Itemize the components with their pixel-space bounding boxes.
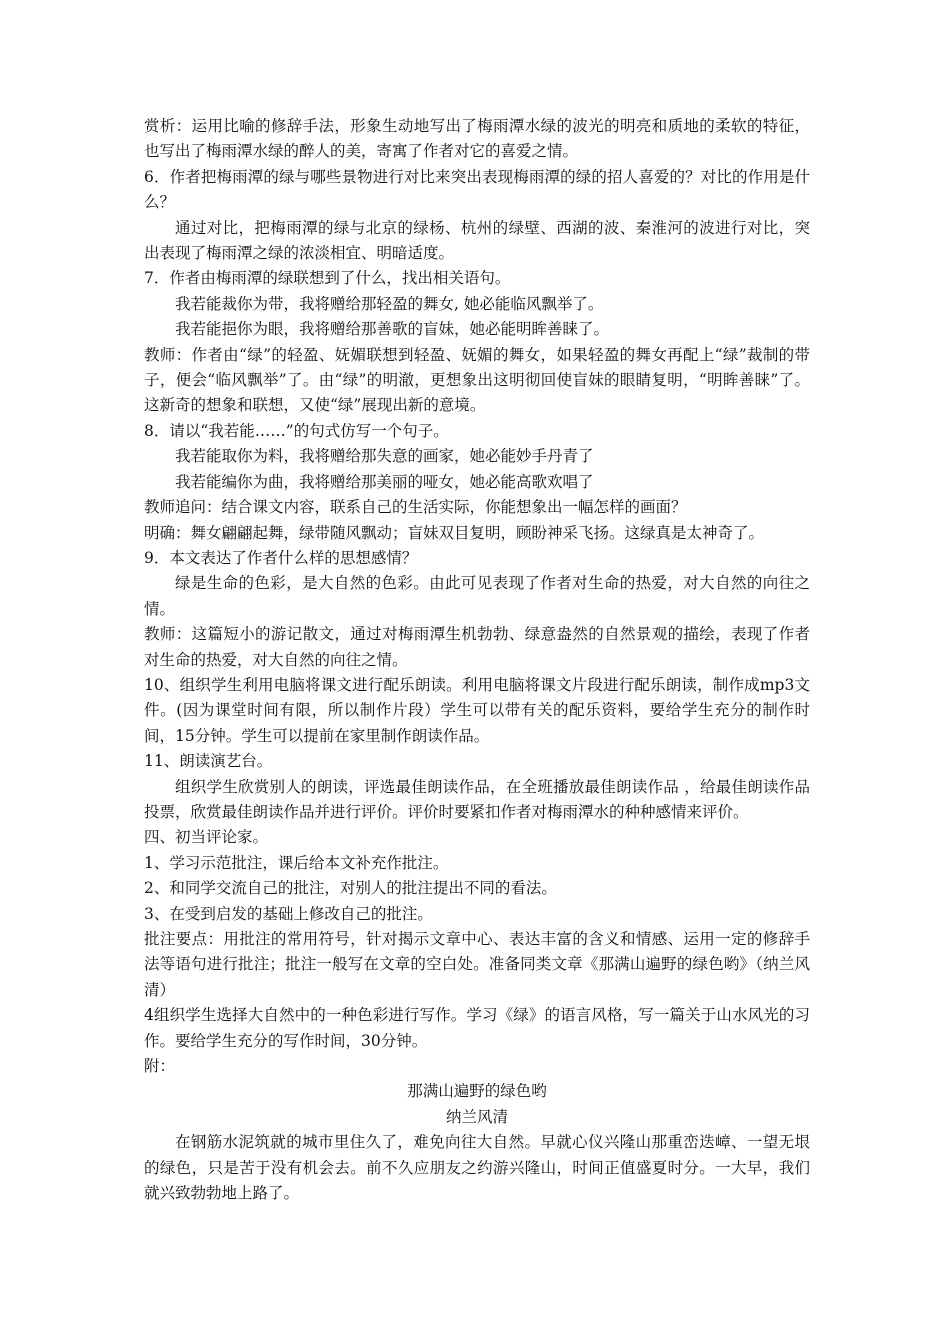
appendix-body: 在钢筋水泥筑就的城市里住久了，难免向往大自然。早就心仪兴隆山那重峦迭嶂、一望无垠的绿色，只是苦于没有机会去。前不久应朋友之约游兴隆山，时间正值盛夏时分。一大早，我们就兴致勃勃地上路了。 <box>144 1133 810 1203</box>
section-four-item-2: 2、和同学交流自己的批注，对别人的批注提出不同的看法。 <box>144 879 557 898</box>
document-page <box>144 114 810 1206</box>
step-11: 11、朗读演艺台。 <box>144 752 273 771</box>
teacher-note-7: 教师：作者由“绿”的轻盈、妩媚联想到轻盈、妩媚的舞女，如果轻盈的舞女再配上“绿”裁制的带子，便会“临风飘举”了。由“绿”的明澈，更想象出这明彻回使盲妹的眼睛复明，“明眸善睐”了。这新奇的想象和联想，又使“绿”展现出新的意境。 <box>144 345 810 415</box>
quote-line-dancer: 我若能裁你为带，我将赠给那轻盈的舞女, 她必能临风飘举了。 <box>175 294 604 313</box>
answer-6: 通过对比，把梅雨潭的绿与北京的绿杨、杭州的绿壁、西湖的波、秦淮河的波进行对比，突出表现了梅雨潭之绿的浓淡相宜、明暗适度。 <box>144 218 810 263</box>
appendix-author: 纳兰风清 <box>445 1107 508 1126</box>
writing-task: 4组织学生选择大自然中的一种色彩进行写作。学习《绿》的语言风格，写一篇关于山水风光的习作。要给学生充分的写作时间，30分钟。 <box>144 1006 810 1050</box>
answer-9: 绿是生命的色彩，是大自然的色彩。由此可见表现了作者对生命的热爱，对大自然的向往之情。 <box>144 574 810 618</box>
step-11-detail: 组织学生欣赏别人的朗读，评选最佳朗读作品，在全班播放最佳朗读作品 ，给最佳朗读作品投票，欣赏最佳朗读作品并进行评价。评价时要紧扣作者对梅雨潭水的种种感情来评价。 <box>144 777 810 821</box>
question-9: 9．本文表达了作者什么样的思想感情？ <box>144 548 418 567</box>
question-7: 7．作者由梅雨潭的绿联想到了什么，找出相关语句。 <box>144 269 511 288</box>
section-four-item-1: 1、学习示范批注，课后给本文补充作批注。 <box>144 853 449 872</box>
section-four-item-3: 3、在受到启发的基础上修改自己的批注。 <box>144 904 433 923</box>
teacher-follow-up: 教师追问：结合课文内容，联系自己的生活实际，你能想象出一幅怎样的画面？ <box>144 498 687 517</box>
teacher-note-9: 教师：这篇短小的游记散文，通过对梅雨潭生机勃勃、绿意盎然的自然景观的描绘，表现了作者对生命的热爱，对大自然的向往之情。 <box>144 625 810 669</box>
step-10: 10、组织学生利用电脑将课文进行配乐朗读。利用电脑将课文片段进行配乐朗读，制作成mp3文件。(因为课堂时间有限，所以制作片段）学生可以带有关的配乐资料，要给学生充分的制作时间，15分钟。学生可以提前在家里制作朗读作品。 <box>144 675 810 745</box>
appendix-label: 附： <box>144 1057 176 1076</box>
clarification: 明确：舞女翩翩起舞，绿带随风飘动；盲妹双目复明，顾盼神采飞扬。这绿真是太神奇了。 <box>144 523 765 542</box>
appreciation-paragraph: 赏析：运用比喻的修辞手法，形象生动地写出了梅雨潭水绿的波光的明亮和质地的柔软的特征，也写出了梅雨潭水绿的醉人的美，寄寓了作者对它的喜爱之情。 <box>144 117 810 161</box>
appendix-title: 那满山遍野的绿色哟 <box>407 1082 547 1101</box>
quote-line-singer: 我若能挹你为眼，我将赠给那善歌的盲妹，她必能明眸善睐了。 <box>175 320 610 339</box>
question-8: 8．请以“我若能……”的句式仿写一个句子。 <box>144 421 449 440</box>
section-four-heading: 四、初当评论家。 <box>144 828 269 847</box>
annotation-points: 批注要点：用批注的常用符号，针对揭示文章中心、表达丰富的含义和情感、运用一定的修辞手法等语句进行批注；批注一般写在文章的空白处。准备同类文章《那满山遍野的绿色哟》（纳兰风清） <box>144 930 810 999</box>
imitation-line-mute: 我若能编你为曲，我将赠给那美丽的哑女，她必能高歌欢唱了 <box>175 472 594 491</box>
question-6: 6．作者把梅雨潭的绿与哪些景物进行对比来突出表现梅雨潭的绿的招人喜爱的？对比的作用是什么？ <box>144 167 810 212</box>
imitation-line-painter: 我若能取你为料，我将赠给那失意的画家，她必能妙手丹青了 <box>175 447 594 466</box>
